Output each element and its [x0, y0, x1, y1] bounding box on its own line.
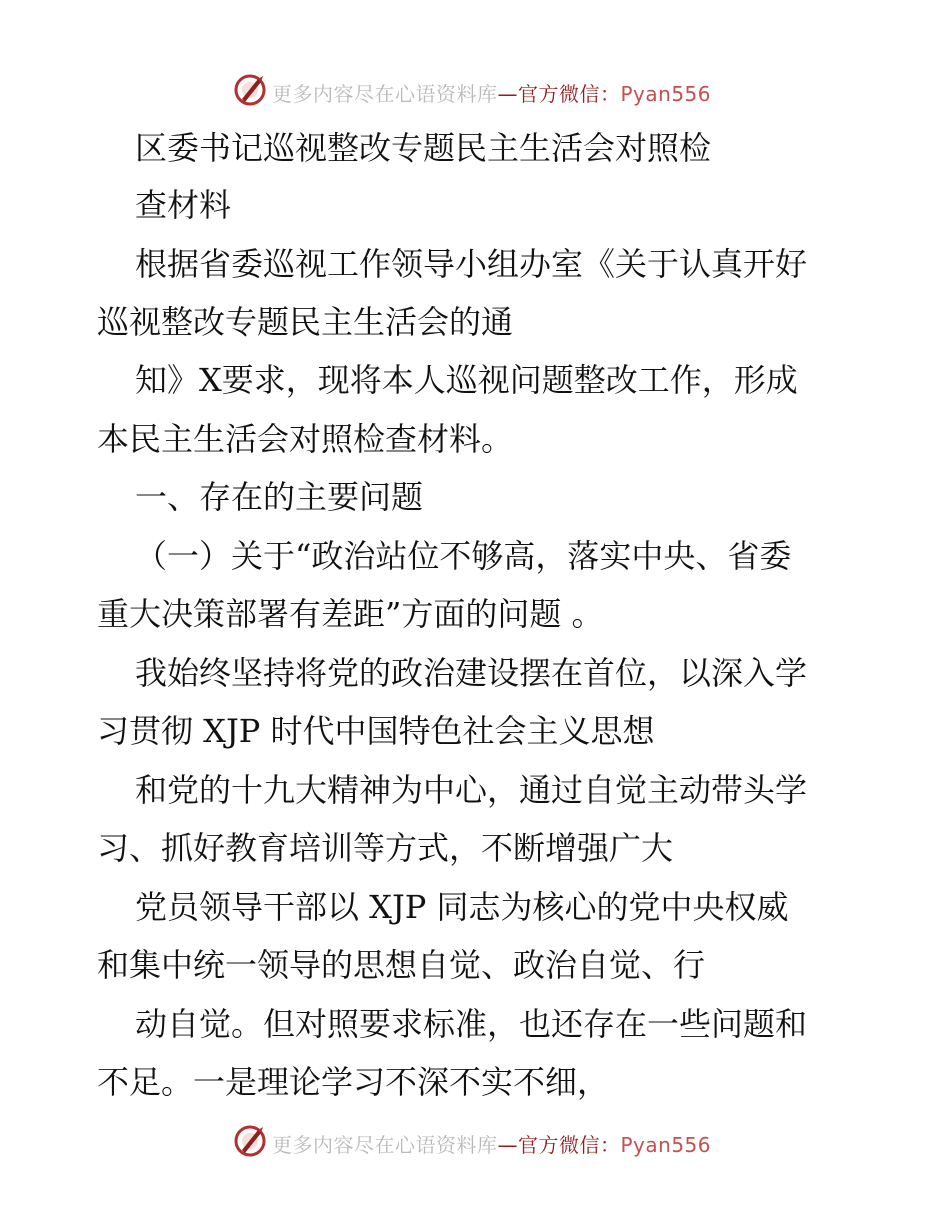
body-line: 本民主生活会对照检查材料。	[97, 420, 514, 458]
body-line: 习贯彻 XJP 时代中国特色社会主义思想	[97, 712, 655, 750]
banner-text	[272, 78, 711, 107]
body-line: 我始终坚持将党的政治建设摆在首位，以深入学	[135, 654, 808, 692]
banner-text-prefix: 更多内容尽在心语资料库	[272, 1133, 498, 1157]
body-line: 习、抓好教育培训等方式，不断增强广大	[97, 829, 674, 867]
banner-text-prefix: 更多内容尽在心语资料库	[272, 82, 498, 106]
brand-logo-icon	[233, 73, 267, 107]
body-line: 根据省委巡视工作领导小组办室《关于认真开好	[135, 245, 808, 283]
section-heading: 一、存在的主要问题	[135, 478, 424, 516]
body-line: 不足。一是理论学习不深不实不细，	[97, 1063, 610, 1101]
banner-text-middle: —官方微信：	[497, 1133, 621, 1157]
header-banner	[0, 70, 950, 110]
subsection-heading-cont: 重大决策部署有差距”方面的问题 。	[97, 595, 604, 633]
body-line: 和党的十九大精神为中心，通过自觉主动带头学	[135, 771, 808, 809]
banner-wechat-id: Pyan556	[620, 82, 712, 106]
banner-text	[272, 1129, 711, 1158]
document-title-line-2: 查材料	[135, 186, 232, 224]
body-line: 知》X要求，现将本人巡视问题整改工作，形成	[135, 361, 798, 399]
banner-text-middle: —官方微信：	[497, 82, 621, 106]
document-title-line-1: 区委书记巡视整改专题民主生活会对照检	[135, 129, 712, 167]
body-line: 动自觉。但对照要求标准，也还存在一些问题和	[135, 1005, 808, 1043]
footer-banner	[0, 1121, 950, 1161]
body-line: 党员领导干部以 XJP 同志为核心的党中央权威	[135, 888, 789, 926]
brand-logo-icon	[233, 1124, 267, 1158]
body-line: 和集中统一领导的思想自觉、政治自觉、行	[97, 946, 706, 984]
banner-wechat-id: Pyan556	[620, 1133, 712, 1157]
subsection-heading: （一）关于“政治站位不够高，落实中央、省委	[135, 537, 792, 575]
body-line: 巡视整改专题民主生活会的通	[97, 303, 514, 341]
